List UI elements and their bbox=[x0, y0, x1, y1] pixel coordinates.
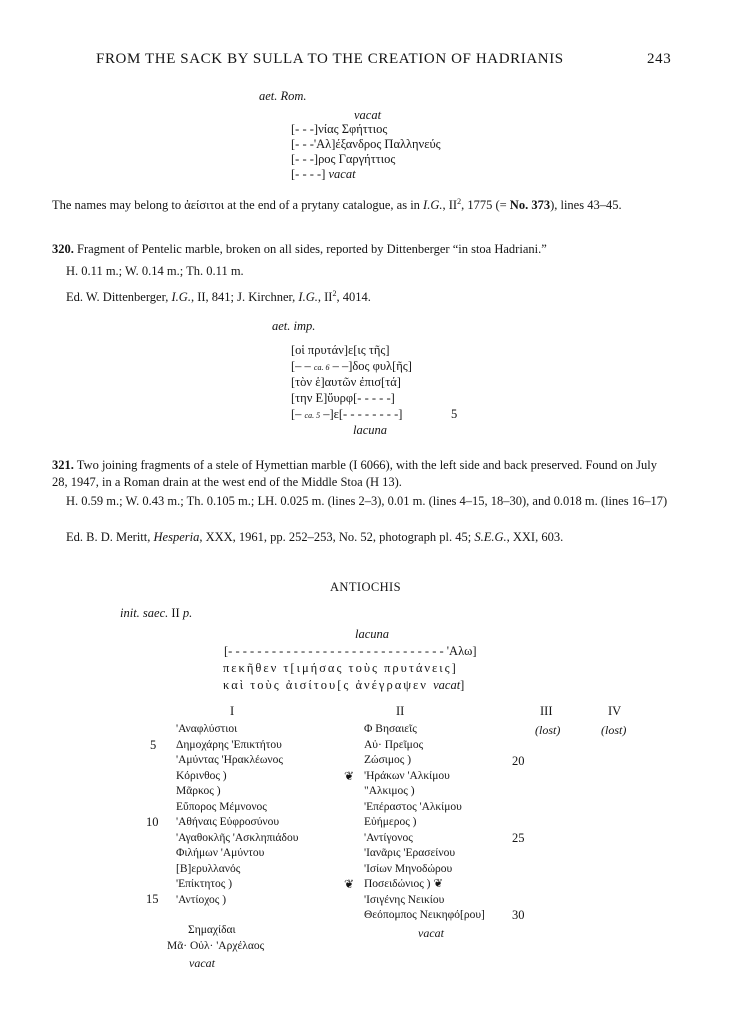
name-line: Ζώσιμος ) bbox=[364, 754, 412, 766]
name-line: 'Ιανᾶρις 'Ερασείνου bbox=[364, 847, 456, 859]
entry-320-dimensions: H. 0.11 m.; W. 0.14 m.; Th. 0.11 m. bbox=[66, 264, 244, 278]
name-line: 'Αναφλύστιοι bbox=[176, 723, 238, 735]
inscription-heading-line: πεκῆθεν τ[ιμήσας τοὺς πρυτάνεις] bbox=[223, 661, 458, 675]
name-line: Φ Βησαιεῖς bbox=[364, 723, 417, 735]
column-header: II bbox=[396, 704, 405, 718]
line-number: 10 bbox=[146, 815, 159, 829]
entry-321-edition: Ed. B. D. Meritt, Hesperia, XXX, 1961, pp. 252–253, No. 52, photograph pl. 45; S.E.G., XXI, 603. bbox=[66, 530, 564, 544]
leaf-icon: ❦ bbox=[344, 769, 355, 783]
entry-321-description: 321. Two joining fragments of a stele of Hymettian marble (I 6066), with the left side and back preserved. Found on July 28, 1947, in a Roman drain at the west end of the Middle Stoa (H 13). bbox=[52, 458, 658, 489]
page-number: 243 bbox=[647, 51, 672, 67]
name-line: Ποσειδώνιος ) ❦ bbox=[364, 878, 443, 890]
name-line: 'Αμύντας 'Ηρακλέωνος bbox=[176, 754, 283, 766]
inscription-line: [- - -]ρος Γαργήττιος bbox=[291, 152, 396, 166]
name-line: 'Ισιγένης Νεικίου bbox=[364, 893, 445, 906]
lacuna-label: lacuna bbox=[353, 423, 388, 437]
commentary-paragraph: The names may belong to ἀείσιτοι at the end of a prytany catalogue, as in I.G., $II^2$, 1775 (= No. 373), lines 43–45. bbox=[52, 197, 622, 213]
date-note: aet. Rom. bbox=[259, 89, 307, 103]
inscription-line: [την Ε]ὔυρφ[- - - - -] bbox=[291, 391, 395, 405]
inscription-line: [οἱ πρυτάν]ε[ις τῆς] bbox=[291, 343, 390, 357]
vacat-label: vacat bbox=[354, 108, 382, 122]
lost-note: (lost) bbox=[601, 723, 627, 737]
vacat-label: vacat bbox=[189, 956, 215, 970]
line-number: 20 bbox=[512, 754, 525, 768]
name-line: Δημοχάρης 'Επικτήτου bbox=[176, 738, 282, 751]
running-header: FROM THE SACK BY SULLA TO THE CREATION OF HADRIANIS bbox=[96, 51, 564, 67]
inscription-line: [– ca. 5 –]ε[- - - - - - - -] bbox=[291, 407, 403, 421]
column-header: IV bbox=[608, 704, 622, 718]
inscription-heading-line: καὶ τοὺς ἀισίτου[ς ἀνέγραψεν vacat] bbox=[223, 678, 467, 692]
column-header: III bbox=[540, 704, 553, 718]
inscription-line: [τὸν ἑ]αυτῶν ἐπισ[τά] bbox=[291, 375, 401, 389]
inscription-line: [- - -]νίας Σφήττιος bbox=[291, 122, 388, 136]
name-line: 'Ηράκων 'Αλκίμου bbox=[364, 769, 450, 782]
inscription-line: [- - -'Αλ]έξανδρος Παλληνεύς bbox=[291, 137, 441, 151]
entry-321-dimensions: H. 0.59 m.; W. 0.43 m.; Th. 0.105 m.; LH. 0.025 m. (lines 2–3), 0.01 m. (lines 4–15, 18–30), and 0.018 m. (lines 16–17) bbox=[66, 494, 668, 508]
name-line: 'Αγαθοκλῆς 'Ασκληπιάδου bbox=[176, 831, 299, 844]
column-header: I bbox=[230, 704, 235, 718]
column-ii bbox=[364, 722, 485, 924]
deme-heading: Σημαχίδαι bbox=[188, 924, 236, 936]
name-line: 'Επέραστος 'Αλκίμου bbox=[364, 800, 462, 813]
name-line: Μᾶ· Οὐλ· 'Αρχέλαος bbox=[167, 940, 265, 952]
entry-320-edition: Ed. W. Dittenberger, I.G., II, 841; J. Kirchner, I.G., $II^2$, 4014. bbox=[66, 289, 371, 305]
line-number: 5 bbox=[150, 738, 157, 752]
line-number: 25 bbox=[512, 831, 525, 845]
name-line: Εὔπορος Μέμνονος bbox=[176, 800, 267, 813]
entry-320-date: aet. imp. bbox=[272, 319, 316, 333]
inscription-line: [– – ca. 6 – –]δος φυλ[ῆς] bbox=[291, 359, 412, 373]
name-line: 'Αντίγονος bbox=[364, 831, 413, 844]
column-i bbox=[176, 722, 298, 908]
inscription-date: init. saec. II p. bbox=[120, 606, 193, 620]
tribe-heading: ANTIOCHIS bbox=[330, 580, 401, 594]
name-line: Φιλήμων 'Αμύντου bbox=[176, 847, 265, 859]
lacuna-label: lacuna bbox=[355, 627, 390, 641]
leaf-icon: ❦ bbox=[344, 877, 355, 891]
name-line: 'Αθήναις Εὐφροσύνου bbox=[176, 816, 280, 828]
inscription-heading-line: [- - - - - - - - - - - - - - - - - - - - - - - - - - - - - - 'Αλω] bbox=[224, 644, 477, 658]
name-line: Μᾶρκος ) bbox=[176, 785, 221, 797]
line-number: 5 bbox=[451, 407, 458, 421]
lost-note: (lost) bbox=[535, 723, 561, 737]
name-line: Εὐήμερος ) bbox=[364, 816, 417, 828]
name-line: 'Αντίοχος ) bbox=[176, 893, 227, 906]
name-line: [Β]ερυλλανός bbox=[176, 862, 241, 875]
line-number: 30 bbox=[512, 908, 525, 922]
name-line: "Αλκιμος ) bbox=[364, 785, 415, 797]
line-number: 15 bbox=[146, 892, 159, 906]
inscription-line: [- - - -] vacat bbox=[291, 167, 356, 181]
name-line: 'Ισίων Μηνοδώρου bbox=[364, 862, 453, 875]
name-line: Αὐ· Πρεῖμος bbox=[364, 738, 424, 751]
name-line: Κόρινθος ) bbox=[176, 769, 227, 782]
name-line: Θεόπομπος Νεικηφό[ρου] bbox=[364, 909, 485, 921]
vacat-label: vacat bbox=[418, 926, 444, 940]
name-line: 'Επίκτητος ) bbox=[176, 878, 233, 890]
entry-320-description: 320. Fragment of Pentelic marble, broken on all sides, reported by Dittenberger “in stoa Hadriani.” bbox=[52, 242, 547, 256]
